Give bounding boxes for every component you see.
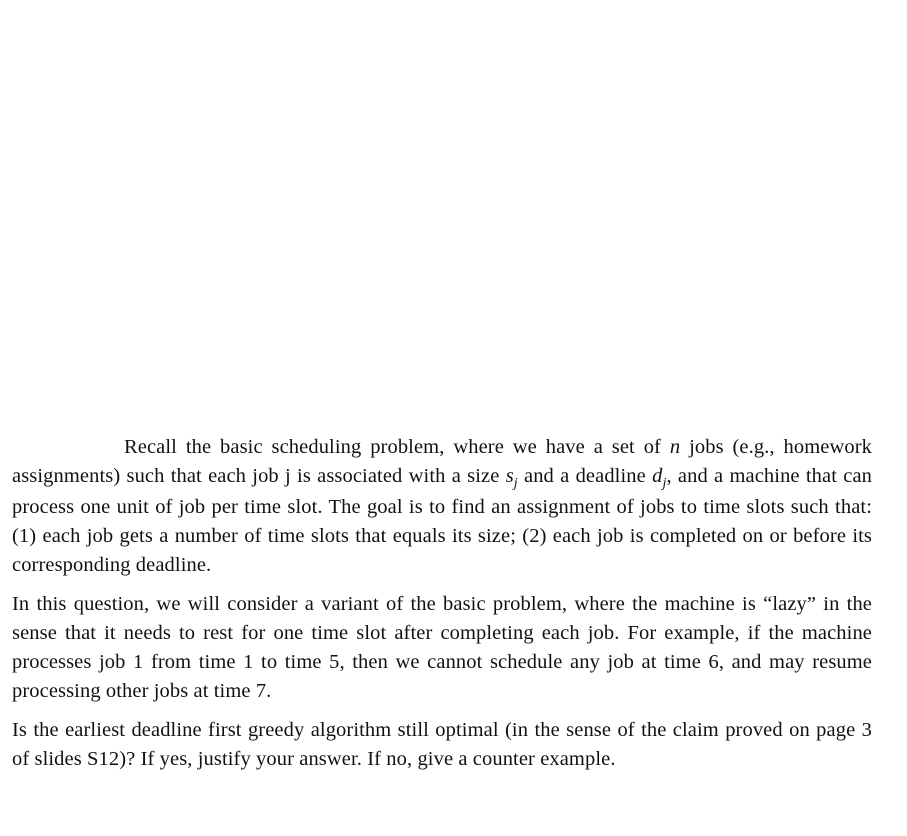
math-s: s <box>505 465 514 487</box>
math-d: d <box>652 465 663 487</box>
paragraph-lazy-variant <box>12 590 872 706</box>
math-n: n <box>669 436 681 458</box>
text-segment: jobs (e.g., homework assignments) such that each job j is associated with a size <box>12 436 872 487</box>
paragraph-problem-recall <box>12 433 872 580</box>
math-subscript-j: j <box>662 476 667 491</box>
text-segment: In this question, we will consider a variant of the basic problem, where the machine is “lazy” in the sense that it needs to rest for one time slot after completing each job. For example, if the machine processes job 1 from time 1 to time 5, then we cannot schedule any job at time 6, and may resume processing other jobs at time 7. <box>12 593 872 702</box>
math-subscript-j: j <box>513 476 518 491</box>
paragraph-question <box>12 716 872 774</box>
text-segment: and a deadline <box>517 465 653 487</box>
text-segment: Is the earliest deadline first greedy algorithm still optimal (in the sense of the claim proved on page 3 of slides S12)? If yes, justify your answer. If no, give a counter example. <box>12 719 872 770</box>
text-segment: , and a machine that can process one unit of job per time slot. The goal is to find an assignment of jobs to time slots such that: (1) each job gets a number of time slots that equals its size; (2) each job is completed on or before its corresponding deadline. <box>12 465 872 576</box>
text-segment: Recall the basic scheduling problem, where we have a set of <box>124 436 670 458</box>
problem-statement <box>12 433 872 784</box>
